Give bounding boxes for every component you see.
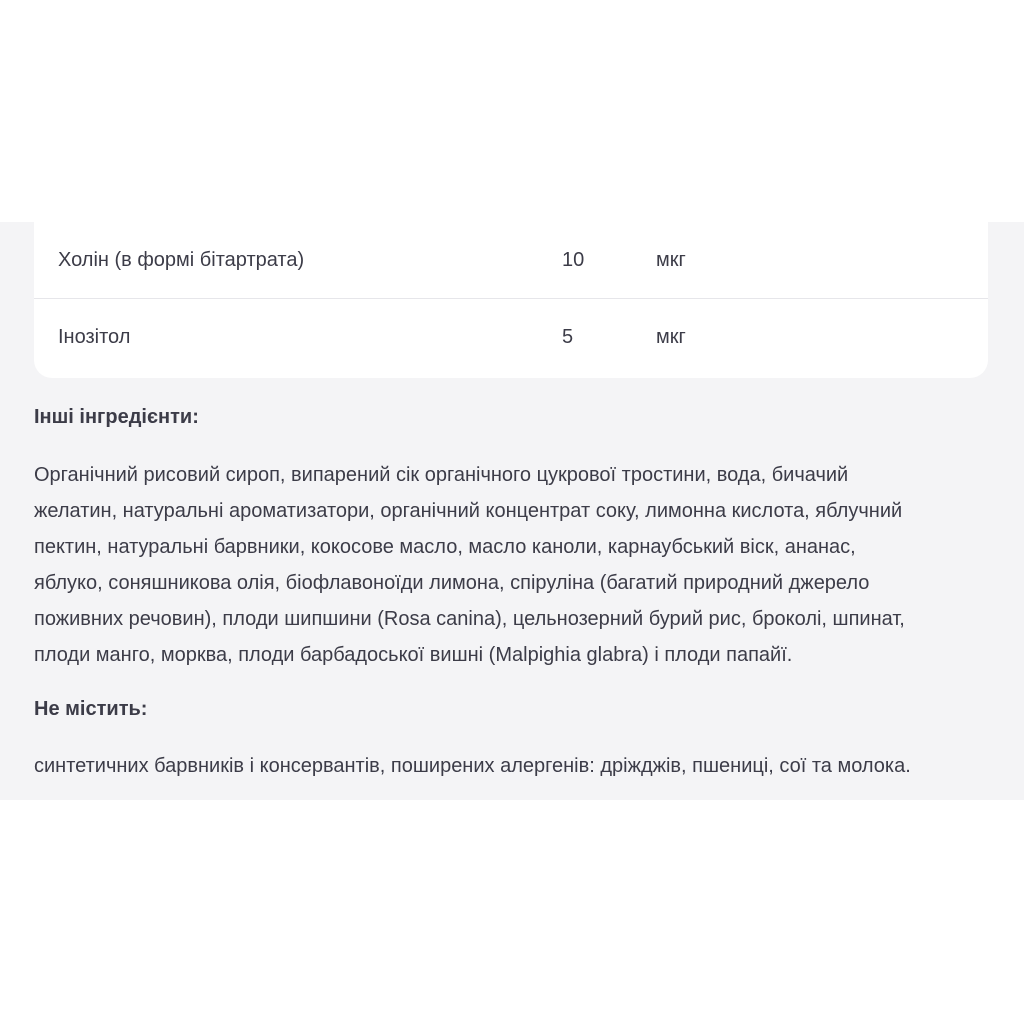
nutrient-name: Холін (в формі бітартрата) <box>58 249 305 271</box>
ingredients-line: Органічний рисовий сироп, випарений сік органічного цукрової тростини, вода, бичачий <box>34 464 849 486</box>
does-not-contain-heading: Не містить: <box>34 698 148 720</box>
nutrient-unit: мкг <box>656 249 686 271</box>
table-row <box>34 299 988 375</box>
nutrient-unit: мкг <box>656 326 686 348</box>
nutrient-amount: 10 <box>562 249 585 271</box>
ingredients-line: плоди манго, морква, плоди барбадоської вишні (Malpighia glabra) і плоди папайї. <box>34 644 793 666</box>
ingredients-line: пектин, натуральні барвники, кокосове масло, масло каноли, карнаубський віск, ананас, <box>34 536 856 558</box>
nutrient-name: Інозітол <box>58 326 131 348</box>
ingredients-line: поживних речовин), плоди шипшини (Rosa canina), цельнозерний бурий рис, броколі, шпинат, <box>34 608 905 630</box>
table-row <box>34 222 988 299</box>
does-not-contain-text: синтетичних барвників і консервантів, поширених алергенів: дріжджів, пшениці, сої та молока. <box>34 755 911 777</box>
ingredients-line: желатин, натуральні ароматизатори, органічний концентрат соку, лимонна кислота, яблучний <box>34 500 903 522</box>
nutrient-table <box>34 222 988 378</box>
product-info-panel <box>0 222 1024 800</box>
ingredients-line: яблуко, соняшникова олія, біофлавоноїди лимона, спіруліна (багатий природний джерело <box>34 572 870 594</box>
nutrient-amount: 5 <box>562 326 574 348</box>
other-ingredients-text <box>34 457 994 673</box>
other-ingredients-heading: Інші інгредієнти: <box>34 406 199 428</box>
